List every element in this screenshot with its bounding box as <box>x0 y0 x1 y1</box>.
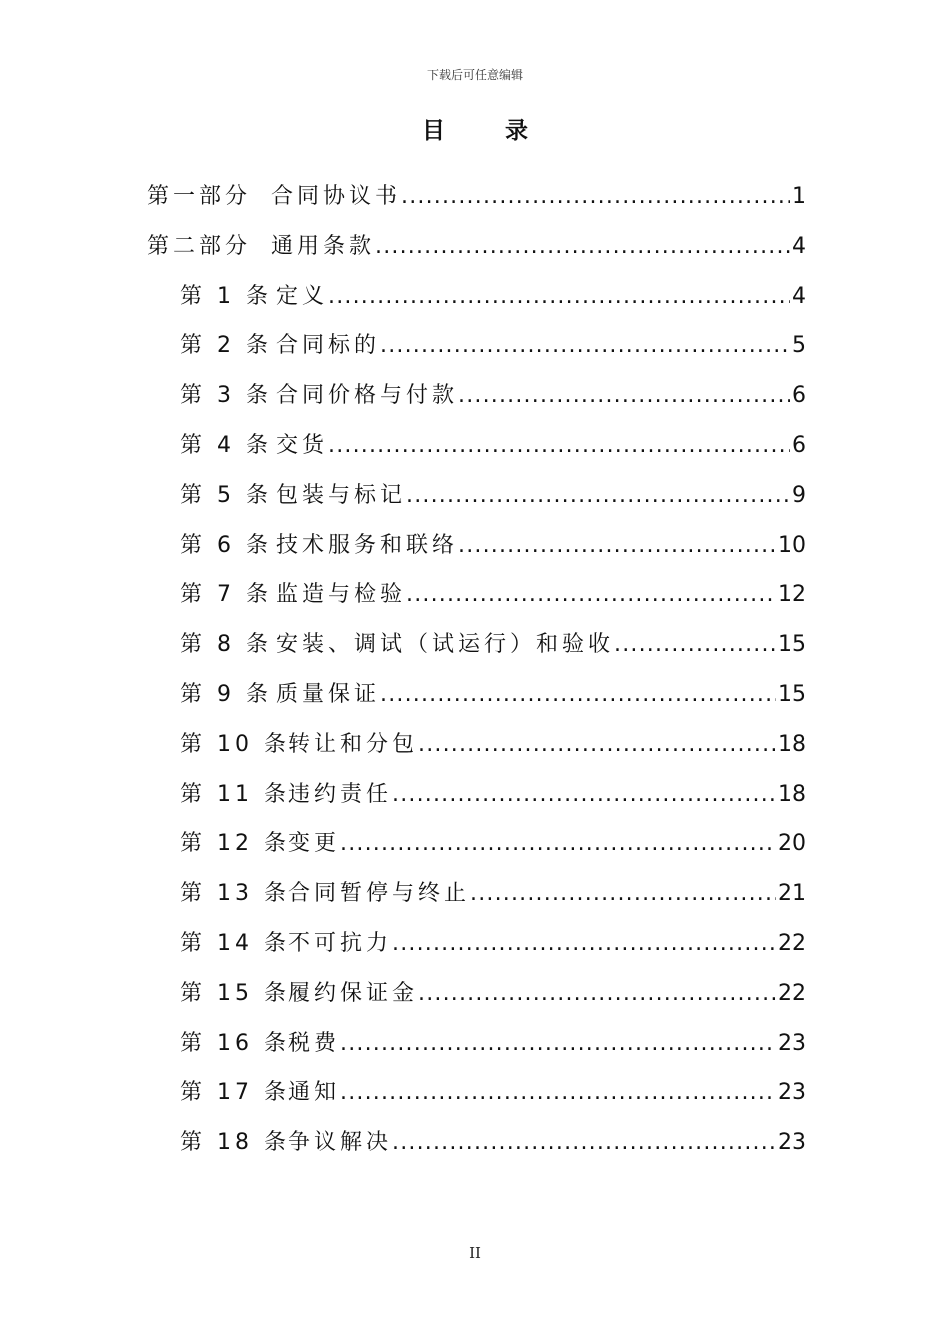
toc-entry-title: 监造与检验 <box>276 582 407 608</box>
toc-entry-page: 1 <box>792 184 806 209</box>
toc-entry-title: 合同价格与付款 <box>276 383 459 409</box>
toc-entry-title: 履约保证金 <box>288 980 419 1006</box>
toc-leader-dots <box>340 1019 776 1069</box>
toc-entry-page: 23 <box>778 1030 806 1056</box>
toc-entry-title: 通知 <box>288 1080 341 1106</box>
toc-entry-label: 第 2 条 <box>180 333 272 359</box>
toc-entry-label: 第 5 条 <box>180 482 272 508</box>
toc-entry-page: 12 <box>778 582 806 608</box>
toc-entry-label: 第 15 条 <box>180 980 290 1006</box>
toc-entry-label: 第一部分 <box>147 184 252 209</box>
toc-entry-page: 21 <box>778 881 806 907</box>
toc-entry-article-15[interactable] <box>180 969 806 1019</box>
toc-entry-title: 变更 <box>288 831 341 857</box>
toc-entry-page: 20 <box>778 831 806 857</box>
toc-entry-page: 23 <box>778 1080 806 1106</box>
toc-entry-title: 违约责任 <box>288 781 393 807</box>
toc-entry-article-16[interactable] <box>180 1019 806 1069</box>
toc-leader-dots <box>328 421 790 471</box>
toc-entry-page: 9 <box>792 482 806 508</box>
toc-entry-article-6[interactable] <box>180 521 806 571</box>
toc-leader-dots <box>458 521 776 571</box>
toc-entry-title: 转让和分包 <box>288 731 419 757</box>
toc-entry-page: 15 <box>778 681 806 707</box>
toc-entry-page: 4 <box>792 233 806 259</box>
toc-leader-dots <box>418 969 776 1019</box>
toc-entry-label: 第 8 条 <box>180 632 272 658</box>
toc-entry-page: 23 <box>778 1130 806 1156</box>
toc-leader-dots <box>392 1118 776 1168</box>
toc-entry-label: 第 4 条 <box>180 432 272 458</box>
header-note: 下载后可任意编辑 <box>426 68 523 82</box>
table-of-contents <box>0 172 950 1168</box>
page-number: II <box>469 1244 481 1262</box>
toc-leader-dots <box>380 321 790 371</box>
toc-entry-title: 定义 <box>276 283 329 309</box>
toc-entry-page: 4 <box>792 283 806 309</box>
toc-entry-page: 5 <box>792 333 806 359</box>
toc-entry-label: 第 12 条 <box>180 831 290 857</box>
toc-entry-title: 合同标的 <box>276 333 381 359</box>
toc-entry-label: 第 10 条 <box>180 731 290 757</box>
toc-leader-dots <box>406 570 776 620</box>
toc-entry-title: 质量保证 <box>276 681 381 707</box>
toc-entry-article-18[interactable] <box>180 1118 806 1168</box>
toc-leader-dots <box>340 1068 776 1118</box>
toc-entry-label: 第 13 条 <box>180 881 290 907</box>
toc-leader-dots <box>458 371 790 421</box>
toc-entry-page: 22 <box>778 930 806 956</box>
toc-entry-article-9[interactable] <box>180 670 806 720</box>
toc-leader-dots <box>340 819 776 869</box>
toc-entry-title: 包装与标记 <box>276 482 407 508</box>
toc-entry-article-5[interactable] <box>180 471 806 521</box>
toc-entry-label: 第 6 条 <box>180 532 272 558</box>
toc-title: 目 录 <box>421 117 554 144</box>
toc-leader-dots <box>418 720 776 770</box>
toc-entry-part-1[interactable] <box>147 172 806 222</box>
toc-entry-label: 第二部分 <box>147 233 252 259</box>
toc-leader-dots <box>470 869 776 919</box>
toc-entry-title: 争议解决 <box>288 1130 393 1156</box>
toc-entry-label: 第 18 条 <box>180 1130 290 1156</box>
toc-entry-title: 合同暂停与终止 <box>288 881 471 907</box>
toc-entry-page: 18 <box>778 781 806 807</box>
toc-entry-label: 第 7 条 <box>180 582 272 608</box>
toc-leader-dots <box>406 471 790 521</box>
toc-entry-title: 安装、调试（试运行）和验收 <box>276 632 615 658</box>
toc-entry-article-8[interactable] <box>180 620 806 670</box>
toc-entry-page: 10 <box>778 532 806 558</box>
toc-entry-page: 6 <box>792 383 806 409</box>
toc-entry-article-4[interactable] <box>180 421 806 471</box>
toc-entry-label: 第 9 条 <box>180 681 272 707</box>
toc-entry-label: 第 3 条 <box>180 383 272 409</box>
toc-leader-dots <box>614 620 776 670</box>
toc-entry-title: 不可抗力 <box>288 930 393 956</box>
toc-entry-article-14[interactable] <box>180 919 806 969</box>
toc-leader-dots <box>380 670 776 720</box>
toc-leader-dots <box>375 222 790 272</box>
toc-entry-page: 18 <box>778 731 806 757</box>
toc-leader-dots <box>401 172 790 222</box>
toc-entry-title: 税费 <box>288 1030 341 1056</box>
toc-entry-part-2[interactable] <box>147 222 806 272</box>
toc-entry-article-7[interactable] <box>180 570 806 620</box>
toc-leader-dots <box>392 770 776 820</box>
toc-entry-label: 第 1 条 <box>180 283 272 309</box>
toc-entry-article-10[interactable] <box>180 720 806 770</box>
toc-entry-label: 第 11 条 <box>180 781 290 807</box>
toc-entry-article-3[interactable] <box>180 371 806 421</box>
toc-entry-article-17[interactable] <box>180 1068 806 1118</box>
toc-entry-article-13[interactable] <box>180 869 806 919</box>
toc-entry-title: 技术服务和联络 <box>276 532 459 558</box>
toc-entry-page: 22 <box>778 980 806 1006</box>
toc-entry-title: 交货 <box>276 432 329 458</box>
toc-entry-article-2[interactable] <box>180 321 806 371</box>
toc-entry-article-11[interactable] <box>180 770 806 820</box>
toc-entry-label: 第 14 条 <box>180 930 290 956</box>
toc-entry-page: 6 <box>792 432 806 458</box>
toc-entry-label: 第 17 条 <box>180 1080 290 1106</box>
toc-entry-title: 通用条款 <box>271 233 376 259</box>
toc-entry-page: 15 <box>778 632 806 658</box>
toc-leader-dots <box>328 272 790 322</box>
toc-entry-article-12[interactable] <box>180 819 806 869</box>
toc-entry-label: 第 16 条 <box>180 1030 290 1056</box>
toc-leader-dots <box>392 919 776 969</box>
toc-entry-article-1[interactable] <box>180 272 806 322</box>
toc-entry-title: 合同协议书 <box>271 184 402 209</box>
